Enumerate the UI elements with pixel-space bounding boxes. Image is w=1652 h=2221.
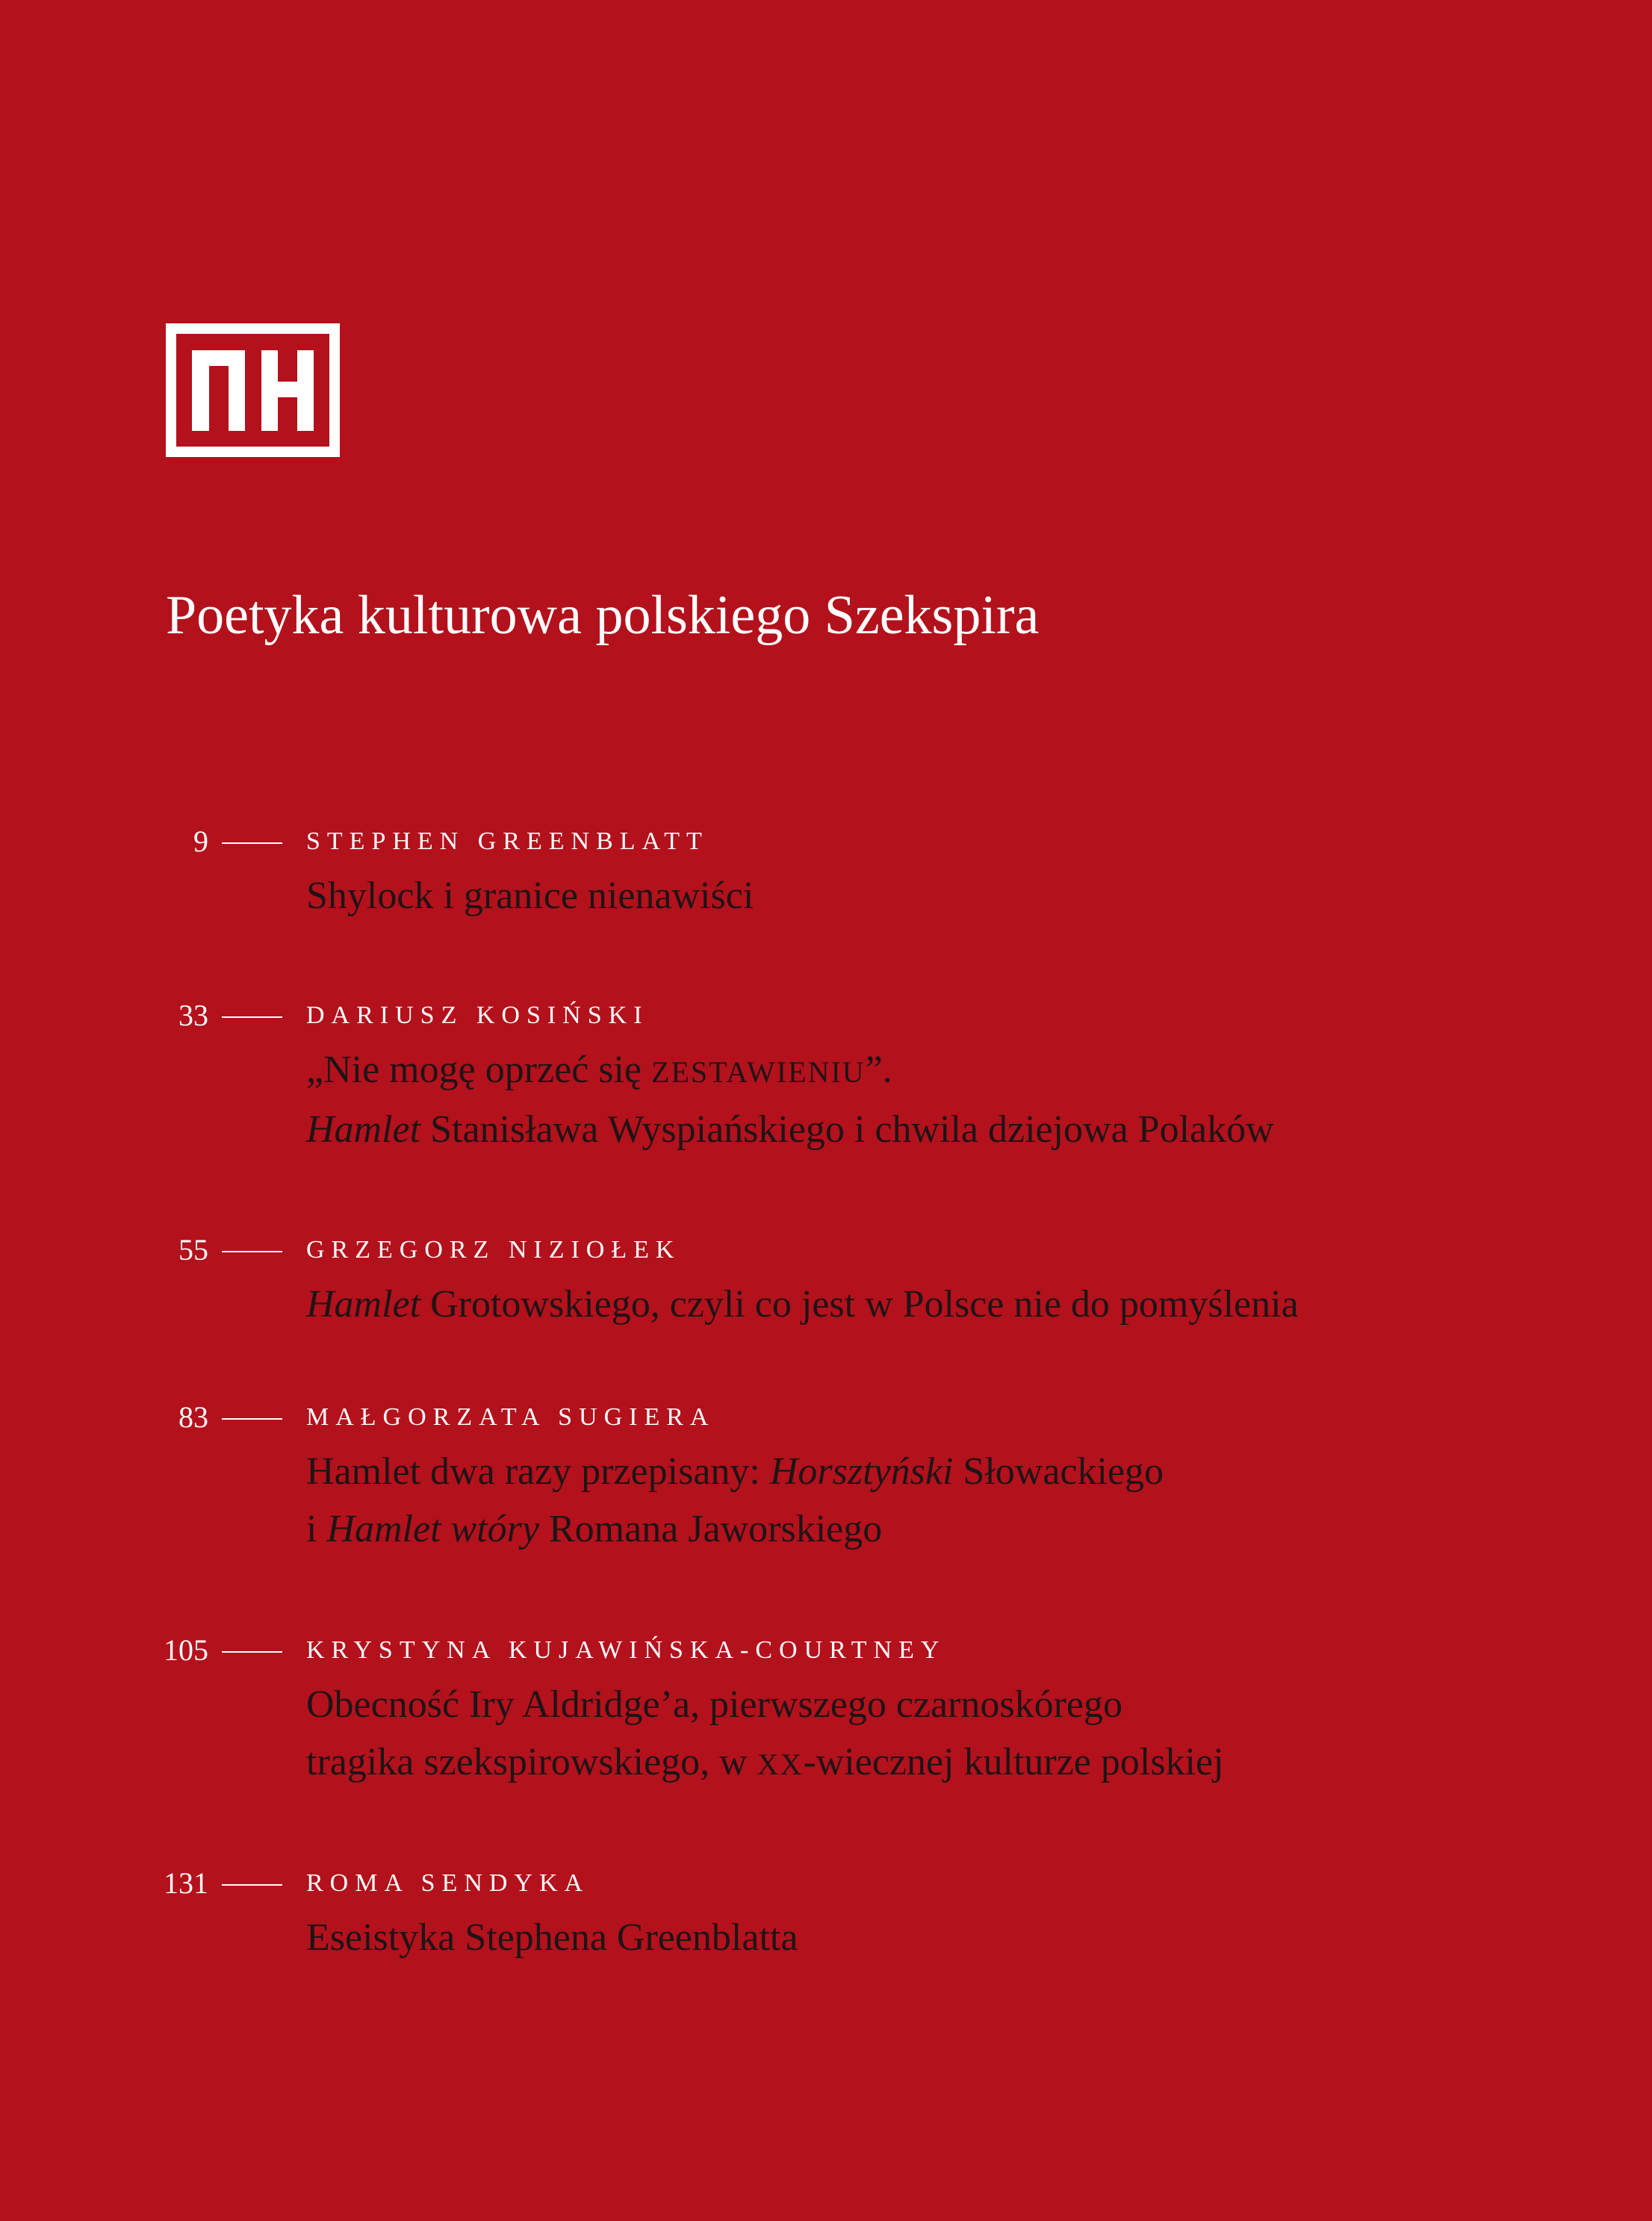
article-title [306,1041,1274,1158]
title-segment: Hamlet [306,1108,421,1151]
article-title-line [306,1101,1274,1158]
title-segment: Grotowskiego, czyli co jest w Polsce nie do pomyślenia [420,1283,1299,1326]
article-title [306,1909,798,1966]
title-segment: Stanisława Wyspiańskiego i chwila dziejowa Polaków [420,1108,1274,1151]
page-number: 9 [193,824,208,858]
title-segment: Hamlet wtóry [326,1508,539,1550]
title-segment: tragika szekspirowskiego, w [306,1741,757,1783]
leader-dash [222,842,282,844]
title-segment: ”. [865,1049,892,1091]
article-title-line [306,1676,1224,1733]
title-segment: i [306,1508,327,1550]
title-segment: ZESTAWIENIU [651,1055,866,1089]
issue-title: Poetyka kulturowa polskiego Szekspira [166,585,1040,646]
title-segment: Obecność Iry Aldridge’a, pierwszego czarnoskórego [306,1683,1123,1726]
author-name: GRZEGORZ NIZIOŁEK [306,1236,681,1264]
page-number: 131 [164,1866,208,1900]
title-segment: Hamlet [306,1283,421,1326]
page-number: 105 [164,1633,208,1667]
publisher-logo [166,323,340,457]
leader-dash [222,1016,282,1018]
title-segment: „Nie mogę oprzeć się [306,1049,652,1091]
article-title-line [306,867,754,925]
leader-dash [222,1884,282,1886]
page-number: 83 [178,1400,208,1434]
author-name: STEPHEN GREENBLATT [306,827,709,855]
author-name: MAŁGORZATA SUGIERA [306,1403,715,1431]
author-name: ROMA SENDYKA [306,1869,590,1897]
article-title-line [306,1733,1224,1793]
article-title-line [306,1041,1274,1101]
article-title [306,1443,1164,1558]
page-number: 33 [178,998,208,1032]
author-name: KRYSTYNA KUJAWIŃSKA-COURTNEY [306,1636,946,1664]
leader-dash [222,1251,282,1252]
article-title-line [306,1909,798,1966]
page-number: 55 [178,1233,208,1267]
title-segment: Hamlet dwa razy przepisany: [306,1450,770,1493]
leader-dash [222,1651,282,1653]
title-segment: Romana Jaworskiego [538,1508,883,1550]
title-segment: Eseistyka Stephena Greenblatta [306,1916,798,1959]
article-title [306,867,754,925]
article-title-line [306,1500,1164,1558]
author-name: DARIUSZ KOSIŃSKI [306,1001,649,1029]
article-title-line [306,1276,1299,1333]
article-title [306,1676,1224,1793]
article-title-line [306,1443,1164,1500]
article-title [306,1276,1299,1333]
title-segment: Słowackiego [953,1450,1164,1493]
leader-dash [222,1418,282,1420]
title-segment: Shylock i granice nienawiści [306,875,754,917]
title-segment: -wiecznej kulturze polskiej [803,1741,1224,1783]
title-segment: XX [757,1748,804,1781]
title-segment: Horsztyński [769,1450,954,1493]
nh-logo-icon [166,323,340,457]
